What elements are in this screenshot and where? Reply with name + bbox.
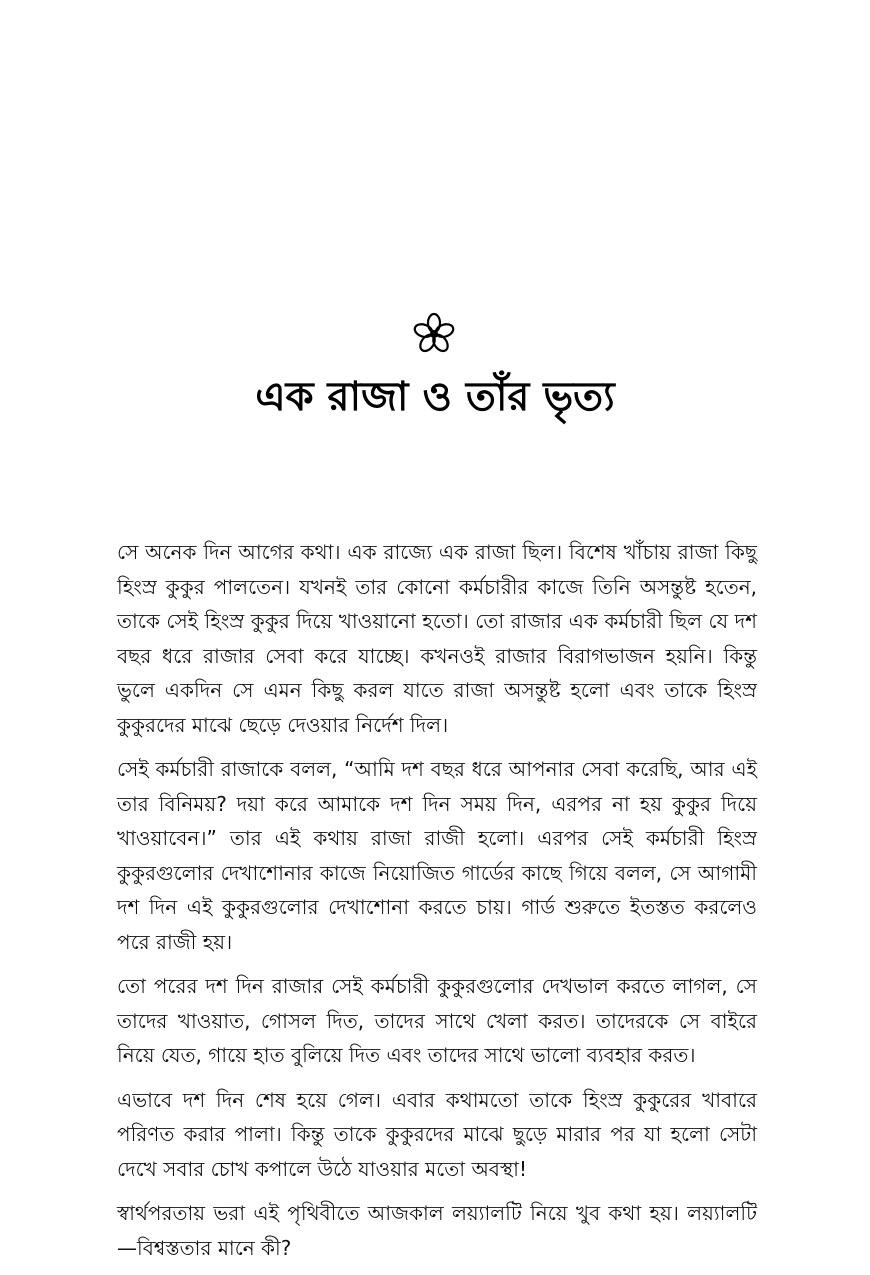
paragraph-5: স্বার্থপরতায় ভরা এই পৃথিবীতে আজকাল লয়্যালটি নিয়ে খুব কথা হয়। লয়্যালটি—বিশ্বস্ততার মানে কী? bbox=[117, 1201, 757, 1260]
chapter-body bbox=[117, 535, 757, 1275]
chapter-title: এক রাজা ও তাঁর ভৃত্য bbox=[255, 374, 615, 420]
paragraph-3: তো পরের দশ দিন রাজার সেই কর্মচারী কুকুরগুলোর দেখভাল করতে লাগল, সে তাদের খাওয়াত, গোসল দিত, তাদের সাথে খেলা করত। তাদেরকে সে বাইরে নিয়ে যেত, গায়ে হাত বুলিয়ে দিত এবং তাদের সাথে ভালো ব্যবহার করত। bbox=[117, 974, 757, 1067]
paragraph-1: সে অনেক দিন আগের কথা। এক রাজ্যে এক রাজা ছিল। বিশেষ খাঁচায় রাজা কিছু হিংস্র কুকুর পালতেন। যখনই তার কোনো কর্মচারীর কাজে তিনি অসন্তুষ্ট হতেন, তাকে সেই হিংস্র কুকুর দিয়ে খাওয়ানো হতো। তো রাজার এক কর্মচারী ছিল যে দশ বছর ধরে রাজার সেবা করে যাচ্ছে। কখনওই রাজার বিরাগভাজন হয়নি। কিন্তু ভুলে একদিন সে এমন কিছু করল যাতে রাজা অসন্তুষ্ট হলো এবং তাকে হিংস্র কুকুরদের মাঝে ছেড়ে দেওয়ার নির্দেশ দিল। bbox=[117, 540, 757, 737]
flower-ornament-icon bbox=[412, 312, 456, 356]
paragraph-4: এভাবে দশ দিন শেষ হয়ে গেল। এবার কথামতো তাকে হিংস্র কুকুরের খাবারে পরিণত করার পালা। কিন্তু তাকে কুকুরদের মাঝে ছুড়ে মারার পর যা হলো সেটা দেখে সবার চোখ কপালে উঠে যাওয়ার মতো অবস্থা! bbox=[117, 1087, 757, 1181]
paragraph-2: সেই কর্মচারী রাজাকে বলল, “আমি দশ বছর ধরে আপনার সেবা করেছি, আর এই তার বিনিময়? দয়া করে আমাকে দশ দিন সময় দিন, এরপর না হয় কুকুর দিয়ে খাওয়াবেন।” তার এই কথায় রাজা রাজী হলো। এরপর সেই কর্মচারী হিংস্র কুকুরগুলোর দেখাশোনার কাজে নিয়োজিত গার্ডের কাছে গিয়ে বলল, সে আগামী দশ দিন এই কুকুরগুলোর দেখাশোনা করতে চায়। গার্ড শুরুতে ইতস্তত করলেও পরে রাজী হয়। bbox=[117, 757, 757, 954]
